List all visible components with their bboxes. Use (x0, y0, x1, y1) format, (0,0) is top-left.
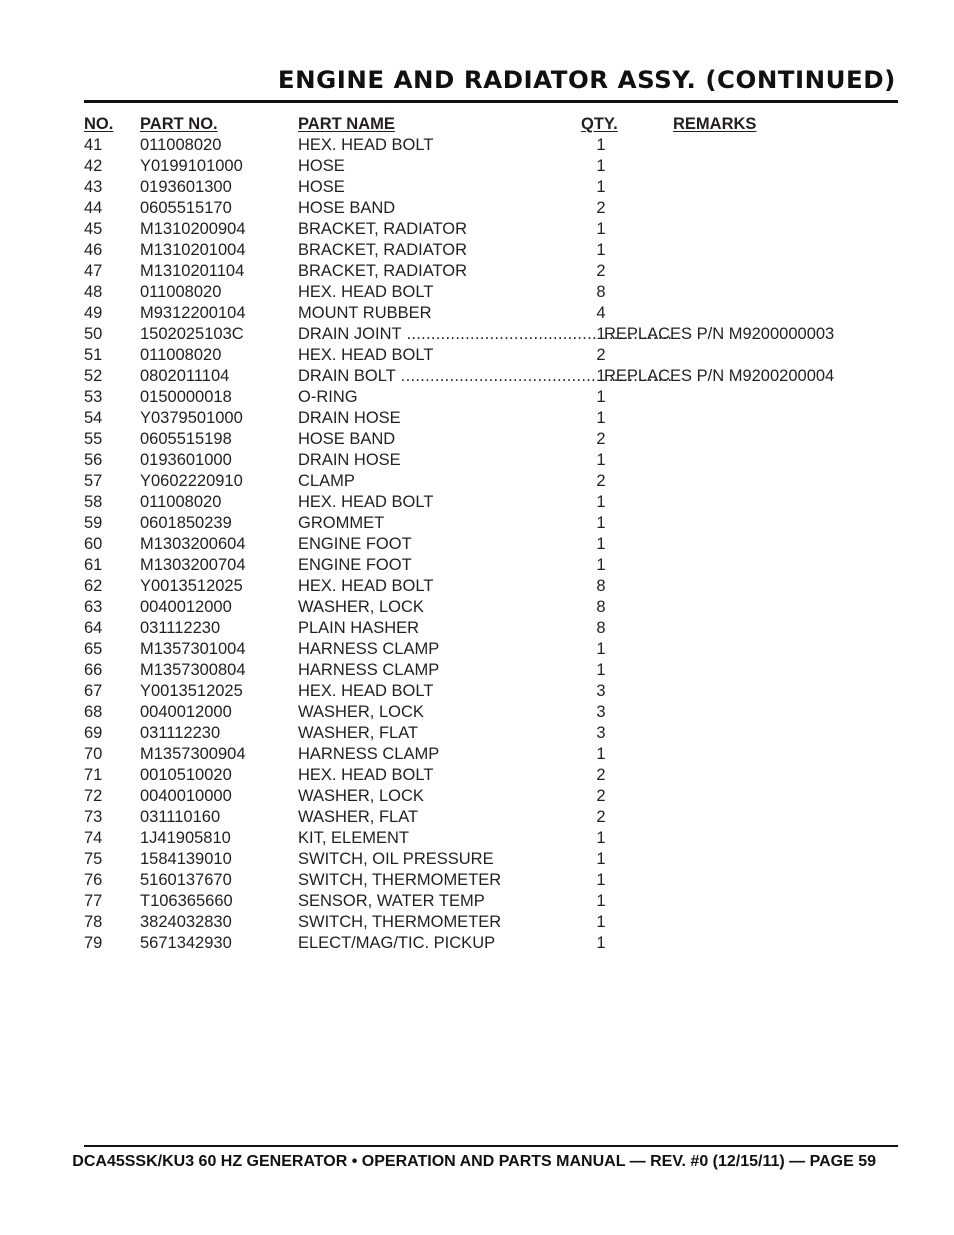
table-row (84, 807, 904, 828)
table-header-row (84, 114, 904, 135)
table-row (84, 303, 904, 324)
cell-part-no: 0040010000 (140, 787, 232, 805)
cell-part-name: HARNESS CLAMP (298, 745, 440, 763)
cell-part-no: 1502025103C (140, 325, 244, 343)
cell-part-no: 011008020 (140, 136, 222, 154)
table-row (84, 135, 904, 156)
cell-no: 75 (84, 850, 103, 868)
cell-part-name: DRAIN JOINT ..... (298, 324, 598, 345)
cell-no: 63 (84, 598, 103, 616)
cell-no: 70 (84, 745, 103, 763)
cell-part-name: BRACKET, RADIATOR (298, 220, 468, 238)
cell-no: 53 (84, 388, 103, 406)
table-row (84, 282, 904, 303)
page-title: ENGINE AND RADIATOR ASSY. (CONTINUED) (278, 66, 896, 94)
table-row (84, 324, 904, 345)
cell-qty: 8 (596, 577, 606, 595)
cell-no: 51 (84, 346, 103, 364)
page-footer: DCA45SSK/KU3 60 HZ GENERATOR • OPERATION AND PARTS MANUAL — REV. #0 (12/15/11) — PAGE 59 (72, 1153, 876, 1170)
cell-part-no: 0802011104 (140, 367, 230, 385)
cell-no: 68 (84, 703, 103, 721)
cell-no: 56 (84, 451, 103, 469)
cell-qty: 8 (596, 283, 606, 301)
parts-table (84, 114, 904, 954)
cell-no: 64 (84, 619, 103, 637)
cell-no: 52 (84, 367, 103, 385)
cell-part-name: HARNESS CLAMP (298, 661, 440, 679)
table-row (84, 387, 904, 408)
cell-no: 66 (84, 661, 103, 679)
cell-qty: 1 (596, 325, 606, 343)
cell-no: 65 (84, 640, 103, 658)
table-row (84, 744, 904, 765)
table-row (84, 156, 904, 177)
cell-qty: 1 (596, 367, 606, 385)
table-row (84, 786, 904, 807)
cell-part-no: 0150000018 (140, 388, 232, 406)
table-row (84, 177, 904, 198)
cell-no: 59 (84, 514, 103, 532)
table-row (84, 618, 904, 639)
table-row (84, 534, 904, 555)
table-row (84, 240, 904, 261)
cell-qty: 1 (596, 934, 606, 952)
cell-no: 47 (84, 262, 103, 280)
cell-part-name: SWITCH, OIL PRESSURE (298, 850, 494, 868)
cell-part-name: HARNESS CLAMP (298, 640, 440, 658)
cell-qty: 2 (596, 346, 606, 364)
cell-remarks (604, 366, 949, 387)
table-row (84, 366, 904, 387)
cell-part-no: Y0013512025 (140, 577, 243, 595)
cell-qty: 1 (596, 829, 606, 847)
cell-part-no: 1584139010 (140, 850, 232, 868)
cell-no: 67 (84, 682, 103, 700)
cell-remarks (604, 324, 949, 345)
cell-qty: 1 (596, 913, 606, 931)
cell-no: 55 (84, 430, 103, 448)
cell-qty: 2 (596, 199, 606, 217)
cell-qty: 1 (596, 640, 606, 658)
cell-qty: 1 (596, 850, 606, 868)
cell-qty: 3 (596, 682, 606, 700)
cell-part-name: BRACKET, RADIATOR (298, 262, 468, 280)
header-qty: QTY. (581, 115, 618, 133)
cell-qty: 1 (596, 241, 606, 259)
cell-part-name: ENGINE FOOT (298, 556, 412, 574)
cell-no: 58 (84, 493, 103, 511)
remarks-leader-dots (604, 366, 673, 387)
cell-part-no: Y0013512025 (140, 682, 243, 700)
table-row (84, 933, 904, 954)
table-row (84, 870, 904, 891)
cell-part-no: M9312200104 (140, 304, 246, 322)
cell-part-no: M1357300804 (140, 661, 246, 679)
cell-no: 76 (84, 871, 103, 889)
footer-rule (84, 1145, 898, 1147)
table-row (84, 450, 904, 471)
cell-part-no: 5671342930 (140, 934, 232, 952)
cell-no: 71 (84, 766, 103, 784)
cell-part-no: 0010510020 (140, 766, 232, 784)
cell-qty: 1 (596, 451, 606, 469)
cell-no: 42 (84, 157, 103, 175)
cell-part-no: Y0379501000 (140, 409, 243, 427)
cell-no: 79 (84, 934, 103, 952)
cell-no: 41 (84, 136, 103, 154)
cell-qty: 1 (596, 409, 606, 427)
cell-part-no: 1J41905810 (140, 829, 231, 847)
table-row (84, 345, 904, 366)
table-row (84, 261, 904, 282)
table-row (84, 597, 904, 618)
cell-no: 60 (84, 535, 103, 553)
remarks-text: REPLACES P/N M9200000003 (604, 325, 835, 343)
cell-part-no: 0193601000 (140, 451, 232, 469)
cell-part-no: 0605515198 (140, 430, 232, 448)
cell-part-no: Y0199101000 (140, 157, 243, 175)
cell-no: 73 (84, 808, 103, 826)
cell-no: 46 (84, 241, 103, 259)
cell-part-name: DRAIN BOLT ..... (298, 366, 598, 387)
cell-part-name: BRACKET, RADIATOR (298, 241, 468, 259)
cell-no: 62 (84, 577, 103, 595)
cell-part-name: O-RING (298, 388, 358, 406)
table-row (84, 828, 904, 849)
cell-part-name: DRAIN HOSE (298, 409, 401, 427)
cell-part-name: HEX. HEAD BOLT (298, 766, 434, 784)
remarks-leader-dots (604, 324, 673, 345)
cell-qty: 2 (596, 808, 606, 826)
cell-qty: 1 (596, 493, 606, 511)
cell-part-name: SWITCH, THERMOMETER (298, 913, 502, 931)
cell-part-no: 011008020 (140, 346, 222, 364)
cell-part-no: M1357301004 (140, 640, 246, 658)
cell-qty: 2 (596, 787, 606, 805)
table-row (84, 723, 904, 744)
cell-part-name: GROMMET (298, 514, 385, 532)
cell-part-no: M1310201104 (140, 262, 245, 280)
cell-no: 74 (84, 829, 103, 847)
cell-part-no: 3824032830 (140, 913, 232, 931)
cell-part-name: MOUNT RUBBER (298, 304, 432, 322)
cell-part-name: WASHER, FLAT (298, 808, 419, 826)
cell-part-name: WASHER, LOCK (298, 598, 424, 616)
cell-part-no: Y0602220910 (140, 472, 243, 490)
cell-no: 77 (84, 892, 103, 910)
table-row (84, 912, 904, 933)
table-row (84, 471, 904, 492)
cell-part-no: 031112230 (140, 724, 221, 742)
table-row (84, 492, 904, 513)
cell-part-name: HOSE (298, 157, 345, 175)
remarks-text: REPLACES P/N M9200200004 (604, 367, 835, 385)
cell-part-name: SENSOR, WATER TEMP (298, 892, 485, 910)
cell-part-name: WASHER, LOCK (298, 787, 424, 805)
cell-part-no: M1310200904 (140, 220, 246, 238)
cell-part-no: M1303200604 (140, 535, 246, 553)
cell-qty: 2 (596, 472, 606, 490)
cell-qty: 2 (596, 430, 606, 448)
cell-part-name: HEX. HEAD BOLT (298, 682, 434, 700)
cell-no: 78 (84, 913, 103, 931)
cell-part-no: 011008020 (140, 493, 222, 511)
cell-qty: 1 (596, 745, 606, 763)
cell-part-name: WASHER, LOCK (298, 703, 424, 721)
cell-no: 45 (84, 220, 103, 238)
header-part-no: PART NO. (140, 115, 218, 133)
table-row (84, 702, 904, 723)
table-row (84, 408, 904, 429)
cell-qty: 4 (596, 304, 606, 322)
cell-part-name: HEX. HEAD BOLT (298, 346, 434, 364)
cell-qty: 1 (596, 514, 606, 532)
cell-no: 61 (84, 556, 103, 574)
cell-part-name: HEX. HEAD BOLT (298, 493, 434, 511)
cell-no: 72 (84, 787, 103, 805)
cell-no: 49 (84, 304, 103, 322)
cell-part-name: KIT, ELEMENT (298, 829, 409, 847)
cell-qty: 3 (596, 724, 606, 742)
cell-part-name: HEX. HEAD BOLT (298, 577, 434, 595)
cell-part-name: HEX. HEAD BOLT (298, 283, 434, 301)
table-row (84, 219, 904, 240)
header-part-name: PART NAME (298, 115, 395, 133)
cell-qty: 8 (596, 619, 606, 637)
cell-part-no: M1357300904 (140, 745, 246, 763)
cell-part-no: 0193601300 (140, 178, 232, 196)
cell-part-name: HOSE BAND (298, 430, 396, 448)
cell-part-no: 011008020 (140, 283, 222, 301)
cell-qty: 8 (596, 598, 606, 616)
table-row (84, 198, 904, 219)
cell-part-name: WASHER, FLAT (298, 724, 419, 742)
table-row (84, 639, 904, 660)
header-no: NO. (84, 115, 114, 133)
cell-no: 57 (84, 472, 103, 490)
cell-qty: 1 (596, 388, 606, 406)
cell-no: 44 (84, 199, 103, 217)
cell-qty: 1 (596, 136, 606, 154)
table-row (84, 513, 904, 534)
cell-part-no: M1303200704 (140, 556, 246, 574)
cell-qty: 1 (596, 157, 606, 175)
cell-part-no: 0605515170 (140, 199, 232, 217)
cell-qty: 2 (596, 262, 606, 280)
cell-no: 50 (84, 325, 103, 343)
cell-part-no: 5160137670 (140, 871, 232, 889)
cell-part-name: HEX. HEAD BOLT (298, 136, 434, 154)
title-rule (84, 100, 898, 103)
cell-qty: 2 (596, 766, 606, 784)
table-row (84, 429, 904, 450)
cell-part-name: HOSE BAND (298, 199, 396, 217)
cell-part-name: HOSE (298, 178, 345, 196)
cell-part-no: 0040012000 (140, 703, 232, 721)
cell-part-name: ENGINE FOOT (298, 535, 412, 553)
header-remarks: REMARKS (673, 115, 757, 133)
cell-part-no: 031112230 (140, 619, 221, 637)
cell-part-name: SWITCH, THERMOMETER (298, 871, 502, 889)
cell-no: 69 (84, 724, 103, 742)
cell-part-no: T106365660 (140, 892, 233, 910)
cell-qty: 1 (596, 892, 606, 910)
table-row (84, 576, 904, 597)
cell-part-no: 031110160 (140, 808, 221, 826)
cell-no: 48 (84, 283, 103, 301)
cell-qty: 1 (596, 556, 606, 574)
cell-part-no: 0040012000 (140, 598, 232, 616)
cell-part-name: DRAIN HOSE (298, 451, 401, 469)
cell-qty: 3 (596, 703, 606, 721)
cell-part-name: CLAMP (298, 472, 355, 490)
cell-qty: 1 (596, 535, 606, 553)
table-row (84, 660, 904, 681)
cell-part-no: M1310201004 (140, 241, 246, 259)
cell-qty: 1 (596, 220, 606, 238)
table-row (84, 849, 904, 870)
cell-part-name: PLAIN HASHER (298, 619, 420, 637)
cell-part-no: 0601850239 (140, 514, 232, 532)
table-row (84, 681, 904, 702)
cell-qty: 1 (596, 871, 606, 889)
cell-no: 54 (84, 409, 103, 427)
table-row (84, 765, 904, 786)
table-row (84, 891, 904, 912)
cell-no: 43 (84, 178, 103, 196)
table-row (84, 555, 904, 576)
cell-part-name: ELECT/MAG/TIC. PICKUP (298, 934, 496, 952)
cell-qty: 1 (596, 661, 606, 679)
cell-qty: 1 (596, 178, 606, 196)
